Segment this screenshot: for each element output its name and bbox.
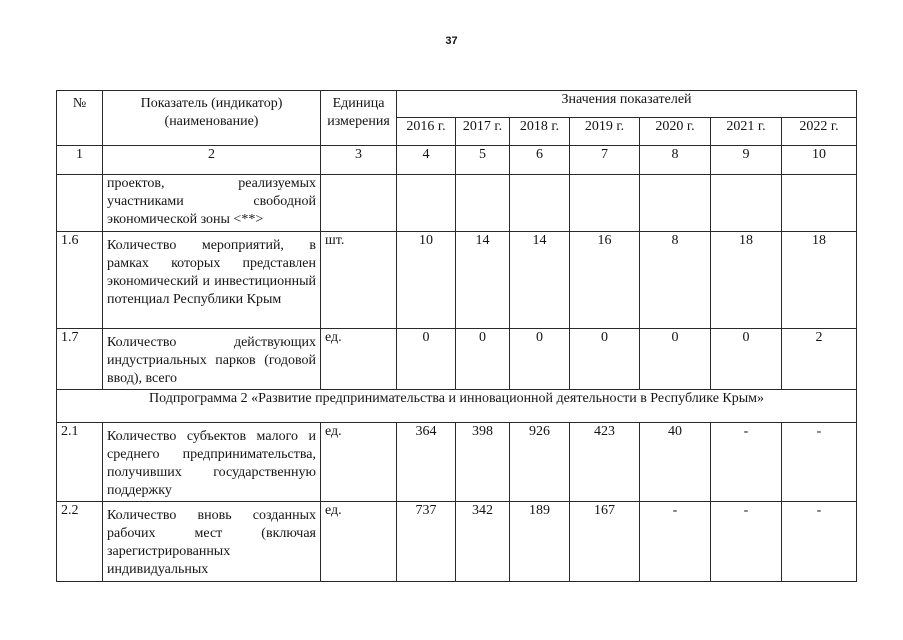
row-num: 2.1 <box>57 423 103 502</box>
header-indicator: Показатель (индикатор) (наименование) <box>103 91 321 146</box>
row-value: 10 <box>397 232 456 329</box>
column-number: 4 <box>397 146 456 175</box>
row-indicator-name: Количество действующих индустриальных парков (годовой ввод), всего <box>103 329 321 390</box>
row-value: 342 <box>456 502 510 582</box>
header-year: 2022 г. <box>782 118 857 146</box>
row-value <box>397 175 456 232</box>
row-value: 18 <box>782 232 857 329</box>
row-value: 0 <box>640 329 711 390</box>
column-number: 2 <box>103 146 321 175</box>
column-number: 7 <box>570 146 640 175</box>
header-row-top <box>57 91 857 118</box>
row-unit: ед. <box>321 502 397 582</box>
table-row <box>57 232 857 329</box>
subprogram-title: Подпрограмма 2 «Развитие предпринимательства и инновационной деятельности в Республике Крым» <box>57 390 857 423</box>
header-num: № <box>57 91 103 146</box>
table-row <box>57 502 857 582</box>
table-row <box>57 175 857 232</box>
row-unit: шт. <box>321 232 397 329</box>
header-unit: Единица измерения <box>321 91 397 146</box>
row-indicator-name: Количество субъектов малого и среднего предпринимательства, получивших государственную поддержку <box>103 423 321 502</box>
column-number: 6 <box>510 146 570 175</box>
row-unit: ед. <box>321 329 397 390</box>
row-value: 18 <box>711 232 782 329</box>
row-value: 189 <box>510 502 570 582</box>
row-indicator-name: Количество мероприятий, в рамках которых представлен экономический и инвестиционный потенциал Республики Крым <box>103 232 321 329</box>
row-value <box>510 175 570 232</box>
table-row <box>57 329 857 390</box>
row-value: 16 <box>570 232 640 329</box>
row-value <box>456 175 510 232</box>
row-value: 926 <box>510 423 570 502</box>
row-value <box>570 175 640 232</box>
column-number: 1 <box>57 146 103 175</box>
row-value: 2 <box>782 329 857 390</box>
page-number: 37 <box>445 35 458 47</box>
header-year: 2020 г. <box>640 118 711 146</box>
row-value: 398 <box>456 423 510 502</box>
row-value: - <box>782 423 857 502</box>
row-value: 14 <box>456 232 510 329</box>
header-year: 2018 г. <box>510 118 570 146</box>
row-value: - <box>640 502 711 582</box>
row-value: 0 <box>570 329 640 390</box>
row-value: 40 <box>640 423 711 502</box>
row-indicator-name: проектов, реализуемых участниками свободной экономической зоны <**> <box>103 175 321 232</box>
row-num: 1.6 <box>57 232 103 329</box>
row-value: 364 <box>397 423 456 502</box>
column-number: 3 <box>321 146 397 175</box>
row-value <box>711 175 782 232</box>
row-num: 2.2 <box>57 502 103 582</box>
column-number: 10 <box>782 146 857 175</box>
row-value: 8 <box>640 232 711 329</box>
row-value: 737 <box>397 502 456 582</box>
row-value: 0 <box>397 329 456 390</box>
row-indicator-name: Количество вновь созданных рабочих мест (включая зарегистрированных индивидуальных <box>103 502 321 582</box>
row-value: - <box>782 502 857 582</box>
indicators-table <box>56 90 857 582</box>
header-year: 2017 г. <box>456 118 510 146</box>
header-year: 2016 г. <box>397 118 456 146</box>
column-numbers-row <box>57 146 857 175</box>
column-number: 5 <box>456 146 510 175</box>
row-value: - <box>711 423 782 502</box>
row-value: 0 <box>510 329 570 390</box>
row-value <box>782 175 857 232</box>
row-unit <box>321 175 397 232</box>
header-year: 2019 г. <box>570 118 640 146</box>
column-number: 9 <box>711 146 782 175</box>
row-value <box>640 175 711 232</box>
header-year: 2021 г. <box>711 118 782 146</box>
column-number: 8 <box>640 146 711 175</box>
subprogram-row <box>57 390 857 423</box>
row-unit: ед. <box>321 423 397 502</box>
table-row <box>57 423 857 502</box>
row-num <box>57 175 103 232</box>
row-value: 167 <box>570 502 640 582</box>
row-value: 0 <box>711 329 782 390</box>
header-values-title: Значения показателей <box>397 91 857 118</box>
row-value: 423 <box>570 423 640 502</box>
row-value: - <box>711 502 782 582</box>
row-value: 14 <box>510 232 570 329</box>
row-num: 1.7 <box>57 329 103 390</box>
row-value: 0 <box>456 329 510 390</box>
